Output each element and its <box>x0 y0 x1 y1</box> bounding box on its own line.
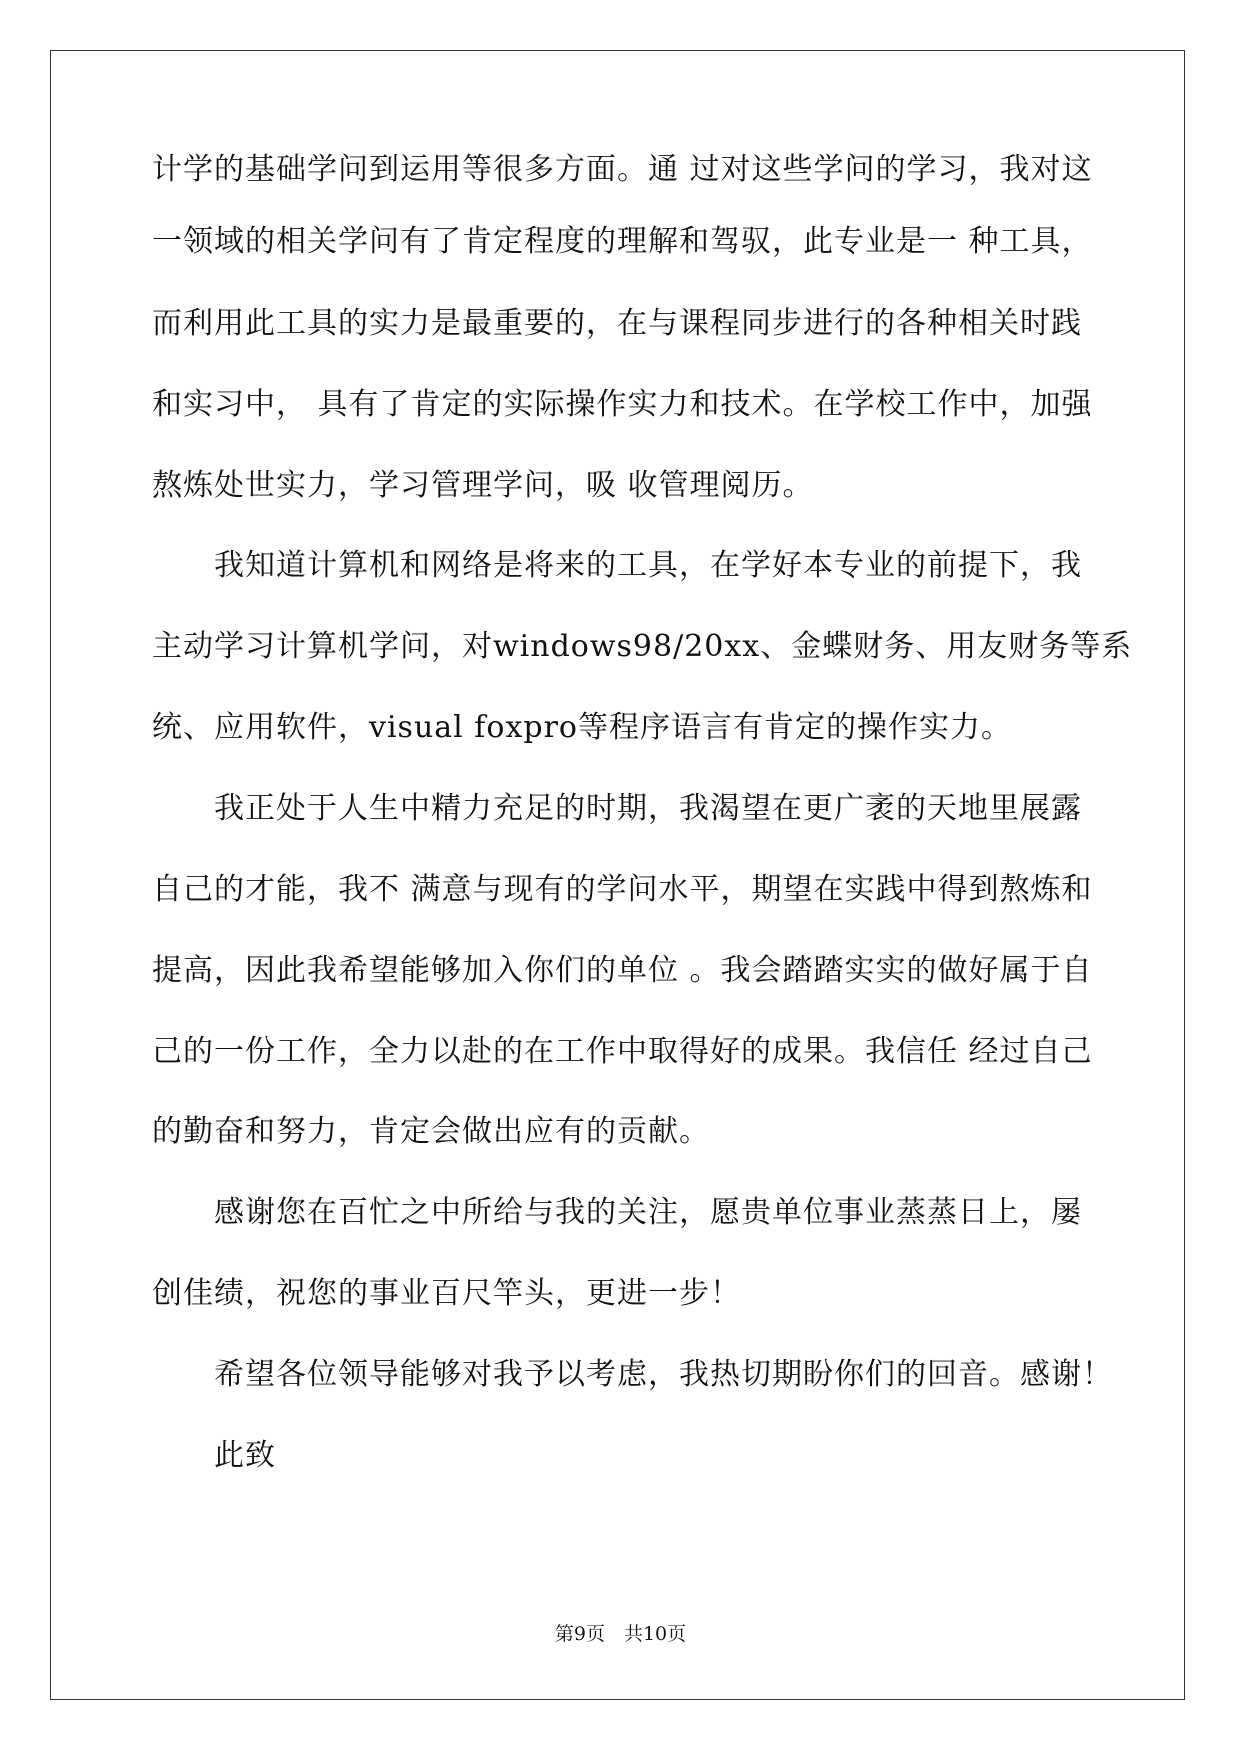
text-line: 而利用此工具的实力是最重要的，在与课程同步进行的各种相关时践 <box>152 306 1082 341</box>
text-line: 计学的基础学问到运用等很多方面。通 过对这些学问的学习，我对这 <box>152 152 1093 187</box>
text-line: 提高，因此我希望能够加入你们的单位 。我会踏踏实实的做好属于自 <box>152 953 1093 988</box>
text-line: 一领域的相关学问有了肯定程度的理解和驾驭，此专业是一 种工具， <box>152 224 1093 259</box>
closing-line: 此致 <box>214 1438 276 1473</box>
paragraph-start-line: 希望各位领导能够对我予以考虑，我热切期盼你们的回音。感谢！ <box>214 1357 1113 1392</box>
text-line: 和实习中， 具有了肯定的实际操作实力和技术。在学校工作中，加强 <box>152 387 1093 422</box>
paragraph-start-line: 我正处于人生中精力充足的时期，我渴望在更广袤的天地里展露 <box>214 791 1082 826</box>
text-line: 自己的才能，我不 满意与现有的学问水平，期望在实践中得到熬炼和 <box>152 872 1093 907</box>
paragraph-start-line: 感谢您在百忙之中所给与我的关注，愿贵单位事业蒸蒸日上，屡 <box>214 1195 1082 1230</box>
text-line: 创佳绩，祝您的事业百尺竿头，更进一步！ <box>152 1276 741 1311</box>
text-line: 己的一份工作，全力以赴的在工作中取得好的成果。我信任 经过自己 <box>152 1034 1093 1069</box>
text-line: 统、应用软件，visual foxpro等程序语言有肯定的操作实力。 <box>152 710 1012 745</box>
page-number-footer: 第9页 共10页 <box>554 1623 687 1645</box>
text-line: 熬炼处世实力，学习管理学问，吸 收管理阅历。 <box>152 468 814 503</box>
text-line: 主动学习计算机学问，对windows98/20xx、金蝶财务、用友财务等系 <box>152 629 1133 664</box>
text-line: 的勤奋和努力，肯定会做出应有的贡献。 <box>152 1114 710 1149</box>
paragraph-start-line: 我知道计算机和网络是将来的工具，在学好本专业的前提下，我 <box>214 548 1082 583</box>
